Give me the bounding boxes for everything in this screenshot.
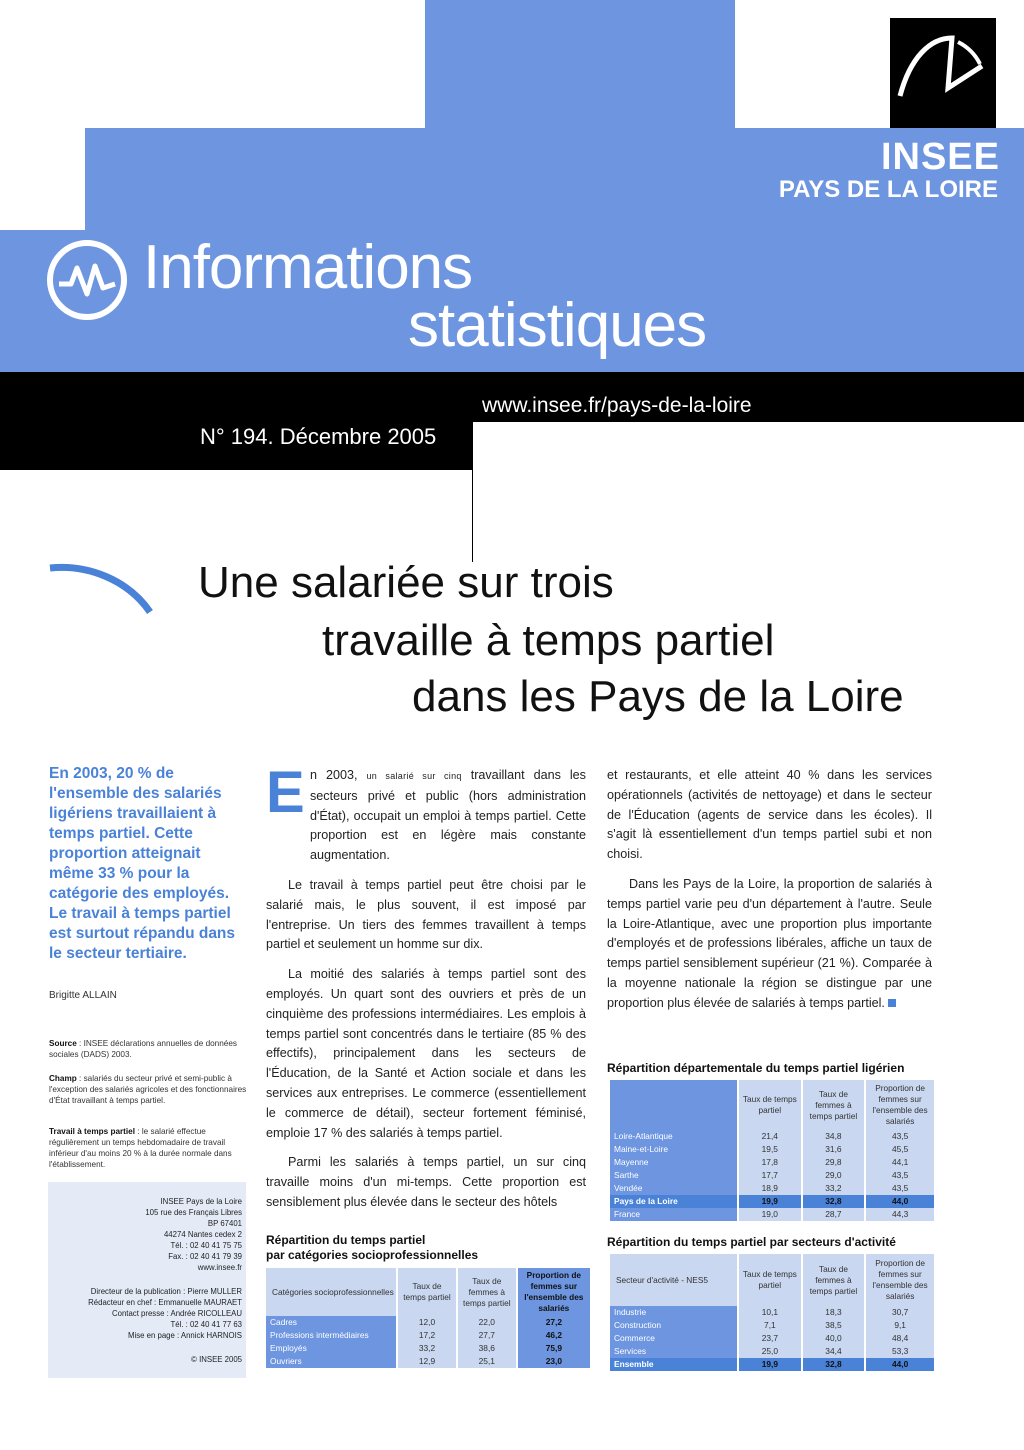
table-cell: France [610,1208,737,1221]
table-header [610,1080,737,1130]
champ-label: Champ [49,1074,77,1083]
table-csp-caption-line2: par catégories socioprofessionnelles [266,1248,479,1262]
title-line3: dans les Pays de la Loire [412,672,904,721]
table-cell: 18,3 [803,1306,865,1319]
table-header: Taux de femmes à temps partiel [803,1254,865,1306]
table-cell: 53,3 [866,1345,934,1358]
table-cell: 38,5 [803,1319,865,1332]
table-row [610,1169,934,1182]
address-line: BP 67401 [207,1219,242,1228]
table-csp [264,1268,592,1368]
insee-logo [890,18,996,128]
table-row [610,1332,934,1345]
swoosh-decoration [48,560,158,620]
brand-title-line2: statistiques [408,291,707,360]
paragraph-1-start: n 2003, [310,768,367,782]
table-cell: 33,2 [803,1182,865,1195]
source-text: : INSEE déclarations annuelles de données sociales (DADS) 2003. [49,1039,237,1059]
issue-number: N° 194. Décembre 2005 [200,424,437,449]
table-header: Proportion de femmes sur l'ensemble des salariés [866,1080,934,1130]
table-cell: 27,2 [518,1316,590,1329]
source-label: Source [49,1039,77,1048]
paragraph-1 [266,760,586,866]
table-cell: Vendée [610,1182,737,1195]
table-cell: Maine-et-Loire [610,1143,737,1156]
table-csp-caption-line1: Répartition du temps partiel [266,1233,426,1247]
table-cell: 27,7 [458,1329,516,1342]
table-cell: 18,9 [739,1182,801,1195]
table-cell: 43,5 [866,1169,934,1182]
credits-block [52,1286,242,1341]
header-white-block-left [0,0,85,230]
table-cell: 44,0 [866,1358,934,1371]
table-header: Taux de temps partiel [739,1254,801,1306]
table-cell: 23,0 [518,1355,590,1368]
champ-text: : salariés du secteur privé et semi-public à l'exception des salariés agricoles et des fonctionnaires d'État travaillant à temps partiel. [49,1074,247,1105]
table-cell: Ensemble [610,1358,737,1371]
table-row [610,1319,934,1332]
table-cell: 40,0 [803,1332,865,1345]
table-sect-caption: Répartition du temps partiel par secteurs d'activité [607,1235,896,1249]
paragraph-6-text: Dans les Pays de la Loire, la proportion de salariés à temps partiel varie peu d'un département à l'autre. Seule la Loire-Atlantique, avec une proportion plus importante d'employés et de professions libérales, affiche un taux de temps partiel sensiblement supérieur (21 %). Comparée à la moyenne nationale la région se distingue par une proportion plus élevée de salariés à temps partiel. [607,876,932,1010]
credit-line: Contact presse : Andrée RICOLLEAU [111,1309,242,1318]
credit-line: Rédacteur en chef : Emmanuelle MAURAET [88,1298,242,1307]
paragraph-1-rest: travaillant dans les secteurs privé et public (hors administration d'État), occupait un emploi à temps partiel. Cette proportion est en légère mais constante augmentation. [310,768,586,863]
table-cell: 38,6 [458,1342,516,1355]
table-cell: Commerce [610,1332,737,1345]
table-cell: Mayenne [610,1156,737,1169]
table-row [610,1306,934,1319]
table-csp-caption [266,1233,478,1263]
table-header: Catégories socioprofessionnelles [266,1268,396,1316]
table-cell: 29,8 [803,1156,865,1169]
table-cell: 17,2 [398,1329,456,1342]
table-secteurs [608,1254,936,1371]
address-line: Fax. : 02 40 41 79 39 [168,1252,242,1261]
table-cell: 33,2 [398,1342,456,1355]
table-header: Taux de temps partiel [739,1080,801,1130]
table-cell: 17,7 [739,1169,801,1182]
insee-name: INSEE [880,136,1000,178]
lead-summary: En 2003, 20 % de l'ensemble des salariés ligériens travaillaient à temps partiel. Cette proportion atteignait même 33 % pour la catégorie des employés. Le travail à temps partiel est surtout répandu dans le secteur tertiaire. [49,765,236,962]
paragraph-4: Parmi les salariés à temps partiel, un sur cinq travaille moins d'un mi-temps. Cette proportion est sensiblement plus élevée dans le secteur des hôtels [266,1155,586,1209]
address-line: Tél. : 02 40 41 75 75 [170,1241,242,1250]
source-note [49,1038,247,1060]
paragraph-1-smallcaps: un salarié sur cinq [366,771,462,781]
website-url[interactable]: www.insee.fr/pays-de-la-loire [482,394,752,417]
table-cell: 32,8 [803,1195,865,1208]
table-cell: 12,9 [398,1355,456,1368]
address-line: 105 rue des Français Libres [145,1208,242,1217]
table-row [610,1143,934,1156]
header-white-block-top [85,0,425,128]
table-cell: 43,5 [866,1182,934,1195]
table-cell: Ouvriers [266,1355,396,1368]
table-cell: Employés [266,1342,396,1355]
table-header: Proportion de femmes sur l'ensemble des salariés [518,1268,590,1316]
address-line: 44274 Nantes cedex 2 [163,1230,242,1239]
table-row [610,1208,934,1221]
table-cell: 48,4 [866,1332,934,1345]
table-cell: 25,1 [458,1355,516,1368]
table-header: Taux de temps partiel [398,1268,456,1316]
insee-region: PAYS DE LA LOIRE [778,176,998,203]
table-total-row [610,1358,934,1371]
table-header: Taux de femmes à temps partiel [803,1080,865,1130]
table-cell: 31,6 [803,1143,865,1156]
table-cell: Cadres [266,1316,396,1329]
table-cell: 44,3 [866,1208,934,1221]
credit-line: Mise en page : Annick HARNOIS [128,1331,242,1340]
table-cell: 9,1 [866,1319,934,1332]
table-cell: 46,2 [518,1329,590,1342]
table-cell: Industrie [610,1306,737,1319]
table-cell: 44,1 [866,1156,934,1169]
article-column-1 [266,760,586,1223]
brand-title-line1: Informations [143,233,473,302]
table-cell: 12,0 [398,1316,456,1329]
paragraph-6 [607,875,932,1014]
address-line[interactable]: www.insee.fr [197,1263,242,1272]
title-line1: Une salariée sur trois [198,558,614,607]
credit-line: Tél. : 02 40 41 77 63 [170,1320,242,1329]
table-cell: 7,1 [739,1319,801,1332]
title-line2: travaille à temps partiel [322,616,775,665]
table-cell: Construction [610,1319,737,1332]
table-cell: 19,9 [739,1195,801,1208]
paragraph-2: Le travail à temps partiel peut être choisi par le salarié mais, le plus souvent, il est imposé par l'entreprise. Un tiers des femmes travaillent à temps partiel et seulement un homme sur dix. [266,877,586,952]
table-cell: 34,8 [803,1130,865,1143]
table-cell: 19,5 [739,1143,801,1156]
author: Brigitte ALLAIN [49,990,117,1001]
table-cell: Sarthe [610,1169,737,1182]
insee-logo-icon [890,18,996,128]
table-row [610,1130,934,1143]
divider-line [472,422,473,562]
table-cell: 19,9 [739,1358,801,1371]
table-row [610,1345,934,1358]
end-square-icon [888,999,896,1007]
table-cell: 28,7 [803,1208,865,1221]
table-cell: 34,4 [803,1345,865,1358]
travail-note [49,1126,247,1170]
table-total-row [610,1195,934,1208]
table-dep-caption: Répartition départementale du temps partiel ligérien [607,1061,905,1075]
table-cell: 19,0 [739,1208,801,1221]
table-row [266,1329,590,1342]
table-cell: 30,7 [866,1306,934,1319]
champ-note [49,1073,247,1106]
table-header: Proportion de femmes sur l'ensemble des salariés [866,1254,934,1306]
table-row [266,1316,590,1329]
table-departements [608,1080,936,1221]
travail-label: Travail à temps partiel [49,1127,136,1136]
travail-text: : le salarié effectue régulièrement un temps hebdomadaire de travail inférieur d'au moins 20 % à la durée normale dans l'établissement. [49,1127,232,1169]
table-cell: 45,5 [866,1143,934,1156]
pulse-logo-icon [45,238,129,322]
address-box [48,1182,246,1378]
address-block [52,1196,242,1273]
table-row [266,1355,590,1368]
drop-cap: E [266,760,305,825]
paragraph-5: et restaurants, et elle atteint 40 % dans les services opérationnels (activités de nettoyage) et dans le secteur de l'Éducation (agents de service dans les écoles). Il s'agit là essentiellement d'un temps partiel subi et non choisi. [607,768,932,862]
table-cell: 21,4 [739,1130,801,1143]
address-line: INSEE Pays de la Loire [160,1197,242,1206]
table-cell: 25,0 [739,1345,801,1358]
table-header: Taux de femmes à temps partiel [458,1268,516,1316]
table-cell: 75,9 [518,1342,590,1355]
table-cell: 43,5 [866,1130,934,1143]
table-cell: 22,0 [458,1316,516,1329]
table-cell: 23,7 [739,1332,801,1345]
article-column-2 [607,766,932,1024]
table-cell: Loire-Atlantique [610,1130,737,1143]
table-cell: Professions intermédiaires [266,1329,396,1342]
table-cell: Services [610,1345,737,1358]
table-row [266,1342,590,1355]
table-cell: 17,8 [739,1156,801,1169]
paragraph-3: La moitié des salariés à temps partiel sont des employés. Un quart sont des ouvriers et près de un cinquième des professions intermédiaires. Les emplois à temps partiel sont concentrés dans le tertiaire (85 % des effectifs), principalement dans les secteurs de l'Éducation, de la Santé et Action sociale et dans les services aux entreprises. Le commerce (essentiellement le commerce de détail), secteur fortement féminisé, emploie 17 % des salariés à temps partiel. [266,967,586,1140]
copyright: © INSEE 2005 [191,1355,242,1364]
table-cell: 44,0 [866,1195,934,1208]
table-cell: Pays de la Loire [610,1195,737,1208]
table-header: Secteur d'activité - NES5 [610,1254,737,1306]
table-row [610,1156,934,1169]
table-row [610,1182,934,1195]
table-cell: 29,0 [803,1169,865,1182]
table-cell: 32,8 [803,1358,865,1371]
credit-line: Directeur de la publication : Pierre MULLER [90,1287,242,1296]
table-cell: 10,1 [739,1306,801,1319]
